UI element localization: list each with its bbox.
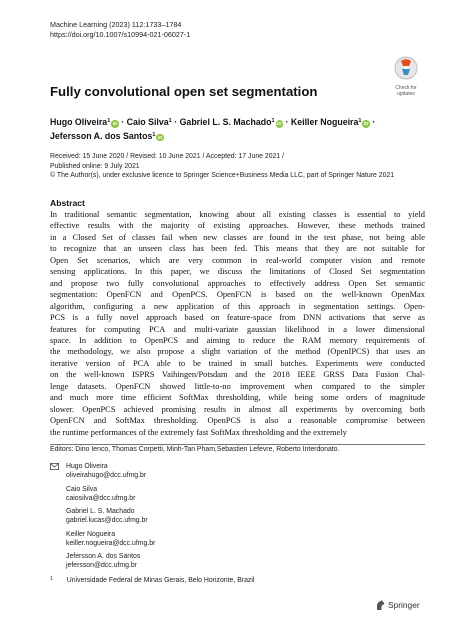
abstract-line: the runtime performances of the extremely fast SoftMax thresholding and the extremely bbox=[50, 426, 347, 437]
abstract-line: features for computing PCA and multi-variate gaussian likelihood in a lower dimensional bbox=[50, 323, 425, 334]
abstract-line: algorithm, configuring a new application of this approach in segmentation settings. Open- bbox=[50, 300, 425, 311]
journal-citation: Machine Learning (2023) 112:1733–1784 bbox=[50, 20, 182, 29]
abstract-line: PCS is a fully novel approach based on feature-space from DNN activations that serve as bbox=[50, 312, 425, 323]
contact-name: Caio Silva bbox=[66, 485, 98, 493]
abstract-line: iterative version of PCA able to be trained in small batches. Experiments were conducted bbox=[50, 357, 425, 368]
abstract-line: In traditional semantic segmentation, knowing about all existing classes is essential to yield bbox=[50, 209, 425, 219]
abstract-line: and much more time efficient SoftMax thresholding, while being some orders of magnitude bbox=[50, 392, 425, 403]
abstract-line: Open Set scenarios, which are very common in real-world computer vision and remote bbox=[50, 254, 425, 265]
orcid-icon[interactable]: iD bbox=[363, 121, 369, 126]
dates-line-1: Received: 15 June 2020 / Revised: 10 June 2021 / Accepted: 17 June 2021 / bbox=[50, 153, 285, 160]
publisher-logo bbox=[374, 599, 420, 613]
contact-email[interactable]: jefersson@dcc.ufmg.br bbox=[66, 562, 137, 569]
contact-name: Hugo Oliveira bbox=[66, 463, 108, 470]
doi-link[interactable]: https://doi.org/10.1007/s10994-021-06027-1 bbox=[50, 30, 191, 39]
check-for-updates-badge[interactable] bbox=[391, 56, 421, 97]
contact-name: Jefersson A. dos Santos bbox=[66, 553, 141, 560]
dates-line-2: Published online: 9 July 2021 bbox=[50, 162, 140, 170]
abstract-line: on the well-known ISPRS Vaihingen/Potsdam and the 2018 IEEE GRSS Data Fusion Chal- bbox=[50, 369, 425, 380]
abstract-line: segmentation: OpenFCN and OpenPCS. OpenFCN is based on the well-known OpenMax bbox=[50, 289, 425, 300]
article-title: Fully convolutional open set segmentation bbox=[50, 84, 318, 99]
contact-email[interactable]: gabriel.lucas@dcc.ufmg.br bbox=[66, 517, 148, 524]
abstract-line: slower. OpenPCS achieved promising results in almost all experiments by overcoming both bbox=[50, 403, 425, 414]
author-5[interactable]: Jefersson A. dos Santos$^1$ iD bbox=[50, 130, 163, 141]
abstract-heading: Abstract bbox=[50, 198, 85, 208]
abstract-line: to recognize that an unseen class has been fed. This means that they are not suitable for bbox=[50, 243, 425, 254]
editors-note: Editors: Dino Ienco, Thomas Corpetti, Minh-Tan Pham,Sebastien Lefevre, Roberto Interdonato. bbox=[50, 446, 340, 453]
affiliation-number: 1 bbox=[50, 576, 53, 582]
author-2[interactable]: Caio Silva$^1$ · bbox=[126, 117, 178, 127]
journal-header bbox=[50, 20, 190, 40]
author-3[interactable]: Gabriel L. S. Machado$^1$ iD · bbox=[179, 117, 289, 127]
affiliation-text: Universidade Federal de Minas Gerais, Belo Horizonte, Brazil bbox=[66, 577, 255, 584]
crossmark-icon bbox=[394, 56, 418, 80]
contact-email[interactable]: oliveirahugo@dcc.ufmg.br bbox=[66, 472, 147, 479]
abstract-line: effective results with the majority of existing approaches. However, these methods trained bbox=[50, 220, 425, 231]
abstract-line: and propose two fully convolutional approaches to effectively address Open Set semantic bbox=[50, 277, 425, 288]
orcid-icon[interactable]: iD bbox=[157, 134, 163, 140]
publisher-name: Springer bbox=[388, 600, 420, 610]
check-for-updates-text: Check for updates bbox=[395, 85, 417, 97]
contact-name: Keiller Nogueira bbox=[66, 530, 116, 538]
springer-horse-icon bbox=[374, 599, 386, 611]
contact-name: Gabriel L. S. Machado bbox=[66, 508, 135, 515]
author-1[interactable]: Hugo Oliveira$^1$ iD · bbox=[50, 117, 125, 127]
author-4[interactable]: Keiller Nogueira$^1$ iD · bbox=[290, 117, 376, 127]
affiliation bbox=[50, 576, 254, 584]
orcid-icon[interactable]: iD bbox=[112, 121, 118, 126]
abstract-line: sensing applications. In this paper, we discuss the limitations of Closed Set segmentation bbox=[50, 266, 425, 277]
abstract-line: OpenFCN and SoftMax thresholding. OpenPCS is also a reasonable compromise between bbox=[50, 415, 425, 426]
envelope-icon bbox=[50, 463, 59, 470]
orcid-icon[interactable]: iD bbox=[277, 121, 282, 126]
abstract-line: lenge datasets. OpenFCN showed little-to-no improvement when compared to the simpler bbox=[50, 380, 425, 391]
abstract-body bbox=[50, 209, 425, 438]
contact-email[interactable]: caiosilva@dcc.ufmg.br bbox=[66, 494, 136, 502]
copyright-line: © The Author(s), under exclusive licence to Springer Science+Business Media LLC, part of Springer Nature 2021 bbox=[50, 172, 395, 180]
abstract-line: the methodology, we also propose a slight variation of the method (OpenIPCS) that uses an bbox=[50, 346, 425, 357]
author-list bbox=[50, 115, 440, 142]
footnote-divider bbox=[50, 444, 425, 445]
publication-dates bbox=[50, 152, 394, 181]
abstract-line: space. In addition to OpenPCS and aiming to reduce the RAM memory requirements of bbox=[50, 334, 425, 345]
contact-email[interactable]: keiller.nogueira@dcc.ufmg.br bbox=[66, 539, 156, 547]
abstract-line: in a Closed Set of classes fail when new classes are found in the test phase, not being able bbox=[50, 231, 425, 242]
